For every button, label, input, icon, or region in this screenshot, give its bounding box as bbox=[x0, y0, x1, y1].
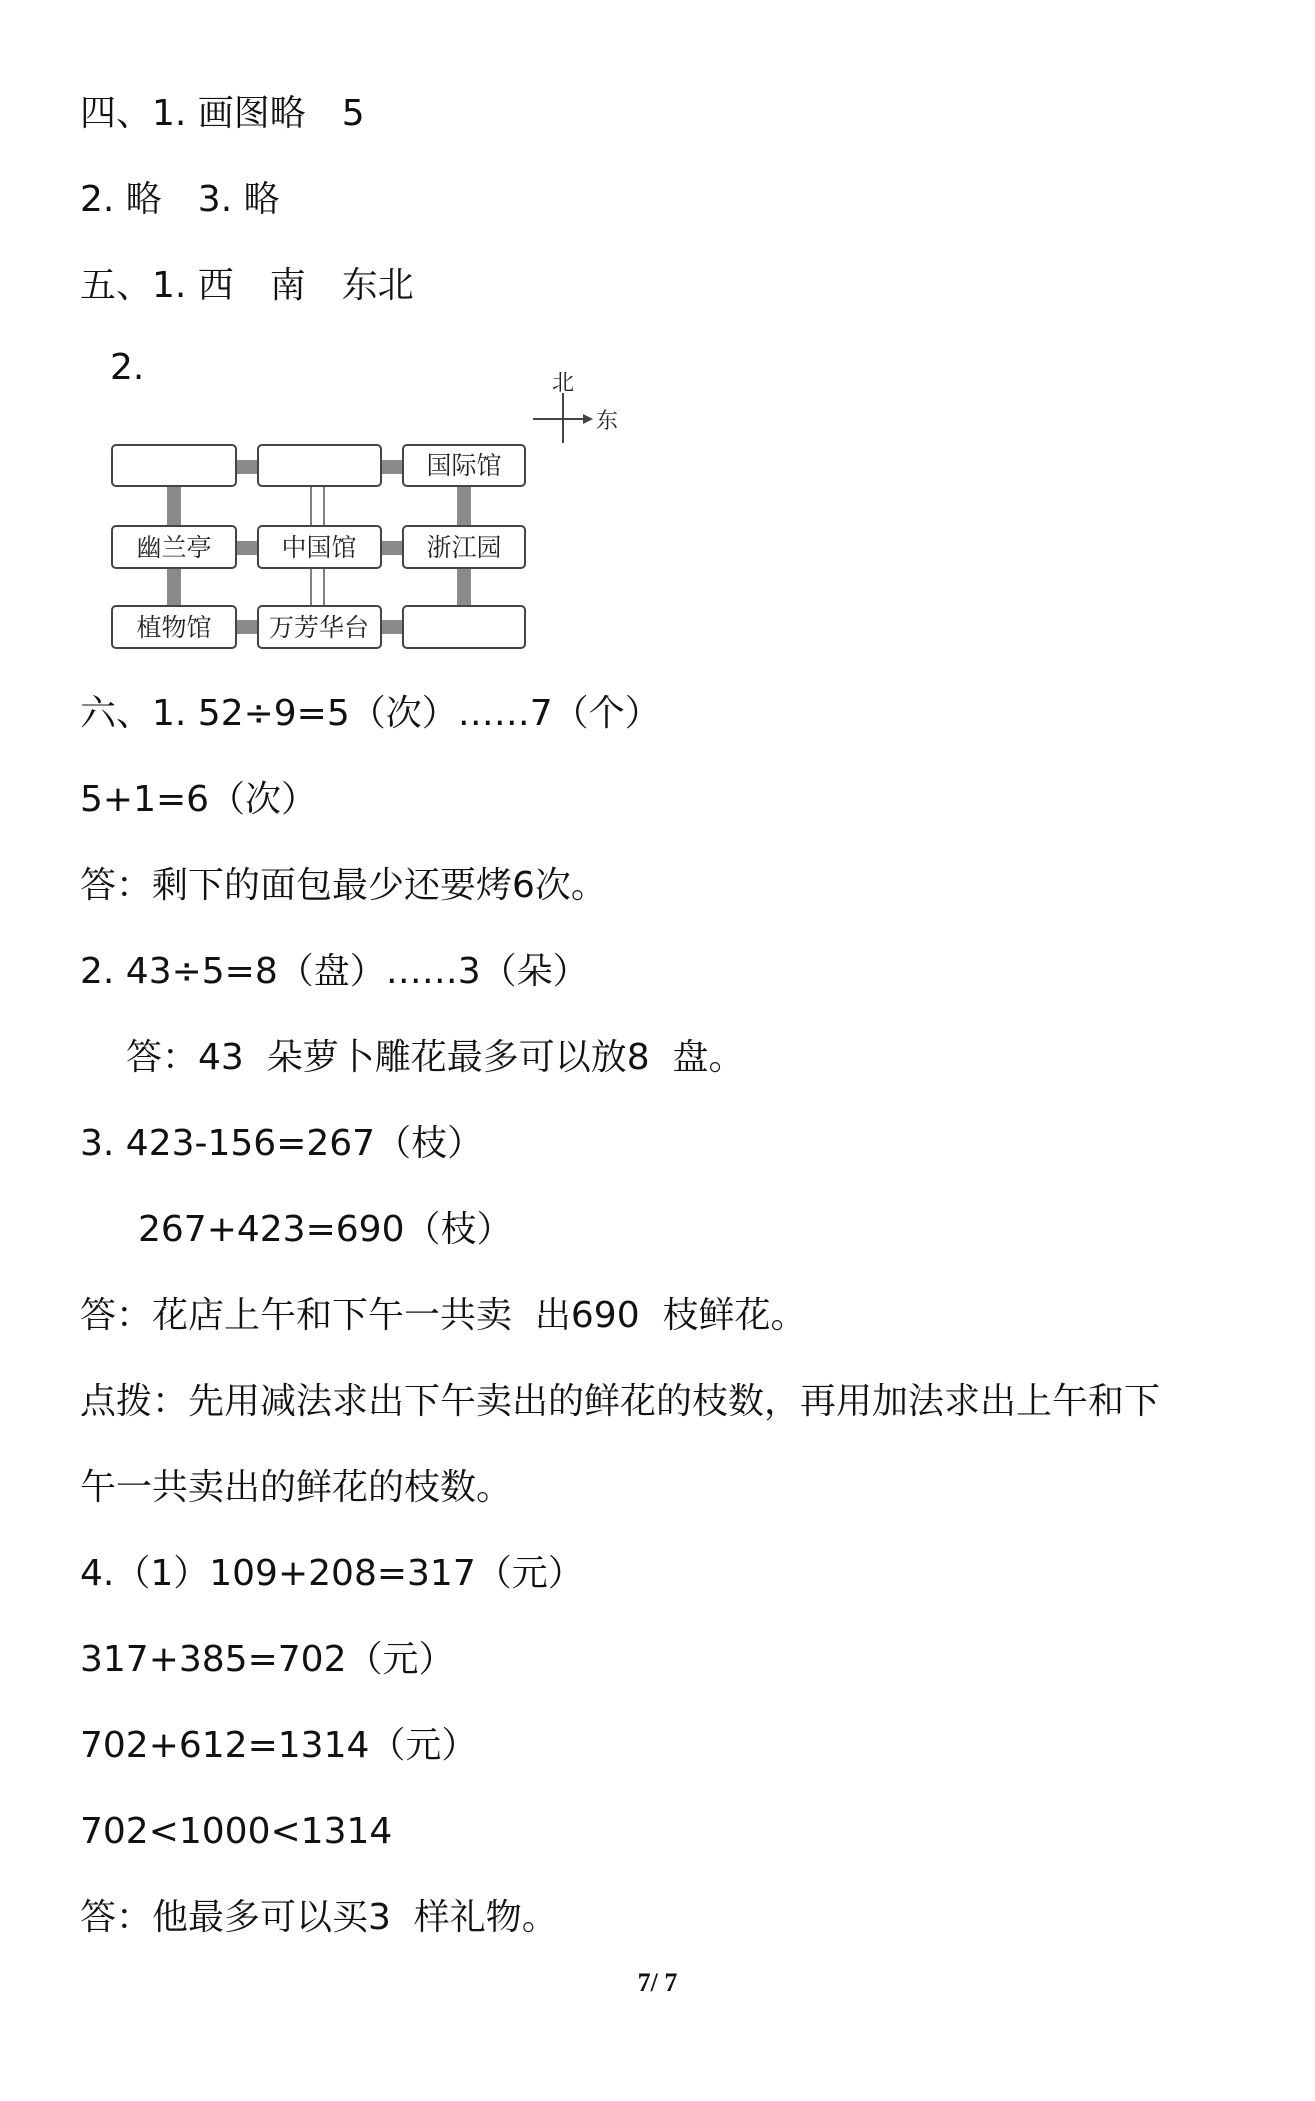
compass-north-label: 北 bbox=[552, 371, 575, 396]
s6-line13: 702+612=1314（元） bbox=[80, 1725, 478, 1766]
road-bot-right bbox=[381, 620, 403, 634]
compass bbox=[533, 371, 618, 443]
box-bot-right bbox=[403, 606, 525, 648]
s6-line5: 答：43 朵萝卜雕花最多可以放8 盘。 bbox=[126, 1037, 745, 1078]
compass-east-label: 东 bbox=[596, 409, 619, 434]
s6-line8: 答：花店上午和下午一共卖 出690 枝鲜花。 bbox=[80, 1295, 807, 1336]
s6-line12: 317+385=702（元） bbox=[80, 1639, 455, 1680]
s6-line10: 午一共卖出的鲜花的枝数。 bbox=[80, 1467, 513, 1508]
s6-line4: 2. 43÷5=8（盘）……3（朵） bbox=[80, 951, 589, 992]
label-top-right: 国际馆 bbox=[426, 451, 502, 480]
box-top-middle bbox=[258, 445, 381, 486]
s4-line2: 2. 略 3. 略 bbox=[80, 179, 280, 220]
label-bot-middle: 万芳华台 bbox=[268, 613, 370, 642]
box-top-left bbox=[112, 445, 236, 486]
label-mid-middle: 中国馆 bbox=[281, 533, 357, 562]
s6-line3: 答：剩下的面包最少还要烤6次。 bbox=[80, 865, 607, 906]
s6-line11: 4.（1）109+208=317（元） bbox=[80, 1553, 584, 1594]
label-mid-left: 幽兰亭 bbox=[136, 533, 212, 562]
road-mid-right bbox=[381, 541, 403, 555]
s6-line15: 答：他最多可以买3 样礼物。 bbox=[80, 1897, 558, 1938]
s5-line1: 五、1. 西 南 东北 bbox=[80, 265, 414, 306]
road-top-left bbox=[236, 460, 258, 474]
s4-line1: 四、1. 画图略 5 bbox=[80, 93, 365, 134]
s6-line2: 5+1=6（次） bbox=[80, 779, 318, 820]
road-bot-left bbox=[236, 620, 258, 634]
s6-line14: 702<1000<1314 bbox=[80, 1811, 393, 1852]
road-vert-left-lower bbox=[167, 568, 181, 606]
label-mid-right: 浙江园 bbox=[426, 533, 502, 562]
road-vert-left-upper bbox=[167, 486, 181, 526]
road-vert-right-upper bbox=[457, 486, 471, 526]
s5-line2: 2. bbox=[110, 347, 145, 388]
s6-line1: 六、1. 52÷9=5（次）……7（个） bbox=[80, 693, 661, 734]
page-number: 7/ 7 bbox=[637, 1968, 678, 1997]
s6-line7: 267+423=690（枝） bbox=[138, 1209, 513, 1250]
road-vert-right-lower bbox=[457, 568, 471, 606]
road-top-right bbox=[381, 460, 403, 474]
road-mid-left bbox=[236, 541, 258, 555]
label-bot-left: 植物馆 bbox=[136, 613, 212, 642]
s6-line9: 点拨：先用减法求出下午卖出的鲜花的枝数，再用加法求出上午和下 bbox=[80, 1381, 1161, 1422]
s6-line6: 3. 423-156=267（枝） bbox=[80, 1123, 484, 1164]
